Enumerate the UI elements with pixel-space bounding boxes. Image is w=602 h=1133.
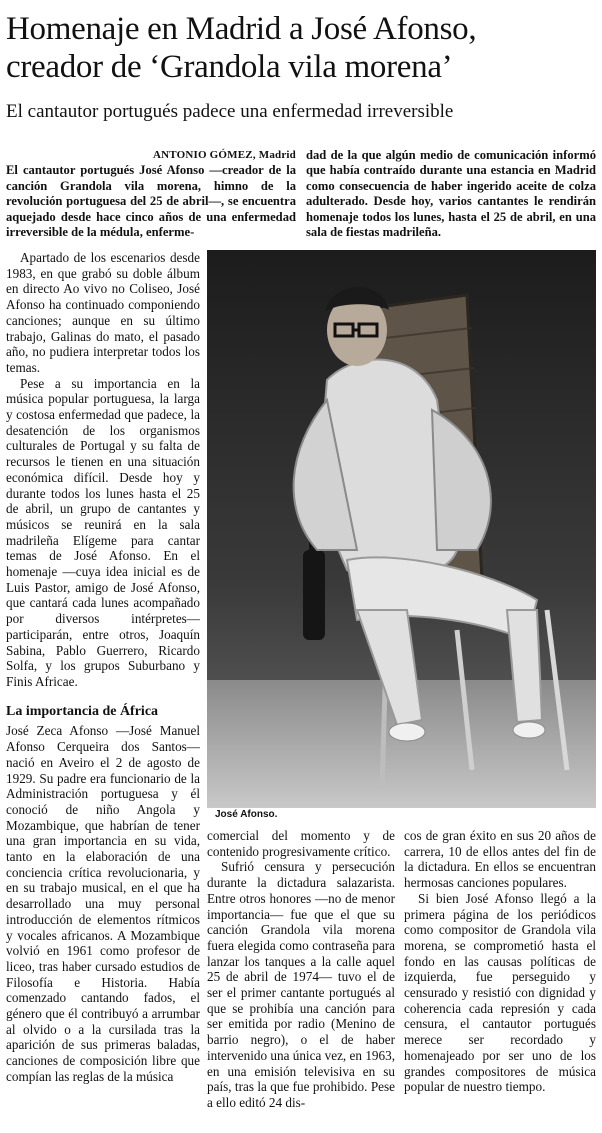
column-2-paragraph-2: Sufrió censura y persecución durante la dictadura salazarista. Entre otros honores —no de menor importancia— fue que el que su canción Grandola vila morena fuera elegida como contraseña para lanzar los tanques a la calle aquel 25 de abril de 1974— tuvo el de ser el primer cantante portugués al que se prohibía una canción para ser emitida por radio (Menino de barrio negro), o el de haber intervenido una única vez, en 1963, en una emisión televisiva en su país, tras la que fue prohibido. Pese a ello editó 24 dis- <box>207 859 395 1110</box>
section-heading: La importancia de África <box>6 703 159 719</box>
subheadline: El cantautor portugués padece una enfermedad irreversible <box>6 101 454 122</box>
lead-left-block <box>6 148 296 240</box>
column-2-paragraph-1: comercial del momento y de contenido progresivamente crítico. <box>207 828 395 859</box>
column-1-paragraph-2: Pese a su importancia en la música popular portuguesa, la larga y costosa enfermedad que padece, la desatención de los organismos culturales de Portugal y su falta de recursos le tienen en una situación económica difícil. Desde hoy y durante todos los lunes hasta el 25 de abril, un grupo de cantantes y músicos se reunirá en la sala madrileña Elígeme para cantar temas de José Afonso. En el homenaje —cuya idea inicial es de Luis Pastor, amigo de José Afonso, que cantará cada lunes acompañado por diversos intérpretes— participarán, entre otros, Joaquín Sabina, Pablo Guerrero, Ricardo Solfa, y los grupos Suburbano y Finis Africae. <box>6 375 200 689</box>
column-1 <box>6 250 200 1085</box>
byline-place: Madrid <box>258 149 296 161</box>
lead-paragraph-left: El cantautor portugués José Afonso —creador de la canción Grandola vila morena, himno de la revolución portuguesa del 25 de abril—, se encuentra aquejado desde hace cinco años de una enfermedad irreversible de la médula, enferme- <box>6 163 296 240</box>
byline <box>6 148 296 163</box>
column-2 <box>207 828 395 1111</box>
headline <box>6 10 596 86</box>
column-1-paragraph-1: Apartado de los escenarios desde 1983, en que grabó su doble álbum en directo Ao vivo no Coliseo, José Afonso ha continuado componiendo canciones; aunque en su último trabajo, Galinas do mato, el pasado año, no pudiera interpretar todos los temas. <box>6 250 200 375</box>
lead-right-block <box>306 148 596 240</box>
photo-caption: José Afonso. <box>215 809 278 820</box>
column-3 <box>404 828 596 1095</box>
column-3-paragraph-1: cos de gran éxito en sus 20 años de carrera, 10 de ellos antes del fin de la dictadura. En ellos se encuentran hermosas canciones populares. <box>404 828 596 891</box>
byline-author: ANTONIO GÓMEZ, <box>152 149 256 161</box>
photo-illustration <box>207 250 596 808</box>
photo-jose-afonso <box>207 250 596 808</box>
column-3-paragraph-2: Si bien José Afonso llegó a la primera página de los periódicos como compositor de Grandola vila morena, se comprometió hasta el fondo en las causas políticas de izquierda, fue perseguido y censurado y resistió con dignidad y coherencia cada represión y cada censura, el cantautor portugués merece ser recordado y homenajeado por ser uno de los grandes compositores de música popular de nuestro tiempo. <box>404 890 596 1095</box>
lead-paragraph-right: dad de la que algún medio de comunicación informó que había contraído durante una estancia en Madrid como consecuencia de haber ingerido aceite de colza adulterado. Desde hoy, varios cantantes le rendirán homenaje todos los lunes, hasta el 25 de abril, en una sala de fiestas madrileña. <box>306 148 596 240</box>
headline-line-2: creador de ‘Grandola vila morena’ <box>6 49 453 85</box>
column-1-paragraph-3: José Zeca Afonso —José Manuel Afonso Cerqueira dos Santos— nació en Aveiro el 2 de agosto de 1929. Su padre era funcionario de la Administración portuguesa y él conoció de niño Angola y Mozambique, que habrían de tener una gran importancia en su vida, tanto en la elaboración de una conciencia crítica revolucionaria, y en su trabajo musical, en el que ha desarrollado una muy personal introducción de elementos rítmicos y vocales africanos. A Mozambique volvió en 1961 como profesor de liceo, tras haber cursado estudios de Filosofía e Historia. Había comenzado cantando fados, el género que él contribuyó a arrumbar al olvido o a la cursilada tras la aparición de sus primeras baladas, canciones de composición libre que compían las reglas de la música <box>6 723 200 1084</box>
headline-line-1: Homenaje en Madrid a José Afonso, <box>6 11 477 47</box>
